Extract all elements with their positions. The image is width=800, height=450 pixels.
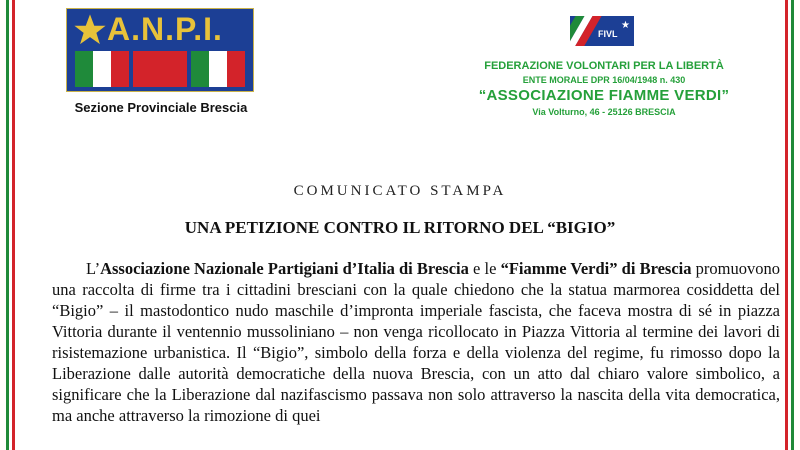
anpi-emblem — [66, 8, 254, 92]
fivl-header — [454, 60, 754, 117]
paragraph: L’Associazione Nazionale Partigiani d’Italia di Brescia e le “Fiamme Verdi” di Brescia promuovono una raccolta di firme tra i cittadini bresciani con la quale chiedono che la statua marmorea cosiddetta del “Bigio” – il mastodontico nudo maschile d’impronta imperiale fascista, che faceva mostra di sé in piazza Vittoria durante il ventennio mussoliniano – non venga ricollocato in Piazza Vittoria al termine dei lavori di risistemazione urbanistica. Il “Bigio”, simbolo della forza e della violenza del regime, fu rimosso dopo la Liberazione dalle autorità democratiche della nuova Brescia, con un atto dal chiaro valore simbolico, a significare che la Liberazione dal nazifascismo passava non solo attraverso la nascita della vita democratica, ma anche attraverso la rimozione di quei — [52, 259, 781, 425]
press-release-label: COMUNICATO STAMPA — [293, 183, 507, 199]
fivl-association: “ASSOCIAZIONE FIAMME VERDI” — [478, 87, 730, 104]
document-title: UNA PETIZIONE CONTRO IL RITORNO DEL “BIGIO” — [184, 218, 616, 237]
fivl-address: Via Volturno, 46 - 25126 BRESCIA — [532, 107, 676, 117]
anpi-logo — [66, 8, 256, 115]
anpi-section-label: Sezione Provinciale Brescia — [74, 100, 248, 115]
anpi-name: A.N.P.I. — [107, 11, 223, 47]
fivl-decree: ENTE MORALE DPR 16/04/1948 n. 430 — [522, 75, 686, 85]
fivl-abbr: FIVL — [598, 29, 618, 39]
star-icon: ★ — [621, 20, 630, 31]
star-icon — [73, 13, 107, 47]
fiamme-verdi-bold: “Fiamme Verdi” di Brescia — [500, 259, 692, 278]
fivl-federation: FEDERAZIONE VOLONTARI PER LA LIBERTÀ — [484, 60, 724, 72]
anpi-name-bold: Associazione Nazionale Partigiani d’Italia di Brescia — [100, 259, 469, 278]
anpi-flags — [75, 51, 245, 87]
fivl-logo — [570, 16, 634, 46]
body-text — [52, 258, 780, 426]
